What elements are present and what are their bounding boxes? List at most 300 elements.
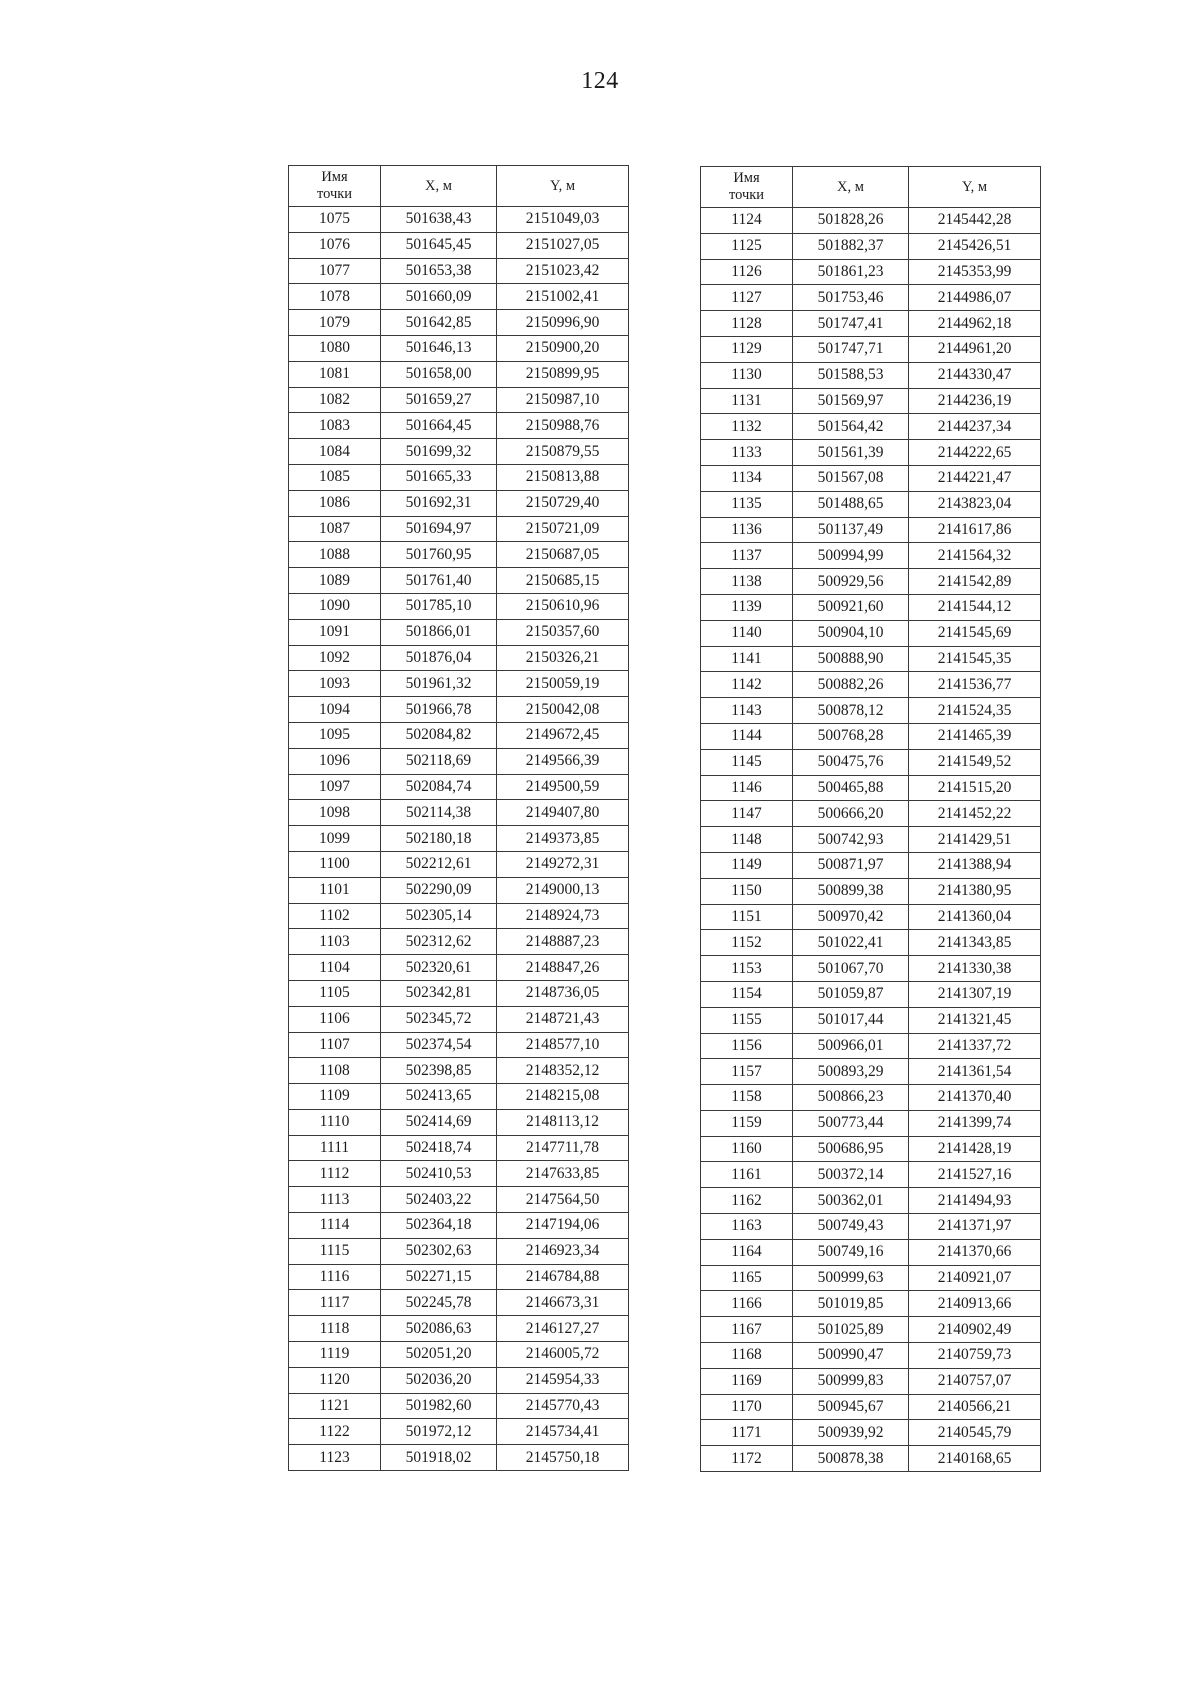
- table-row: [701, 594, 1041, 620]
- table-row: [701, 620, 1041, 646]
- table-row: [289, 1084, 629, 1110]
- x-coordinate-cell: 501961,32: [381, 671, 497, 697]
- x-coordinate-cell: 500999,63: [793, 1265, 909, 1291]
- table-row: [701, 852, 1041, 878]
- x-coordinate-cell: 500994,99: [793, 543, 909, 569]
- point-name-cell: 1137: [701, 543, 793, 569]
- y-coordinate-cell: 2141452,22: [909, 801, 1041, 827]
- x-coordinate-cell: 502086,63: [381, 1316, 497, 1342]
- y-coordinate-cell: 2140913,66: [909, 1291, 1041, 1317]
- table-row: [701, 259, 1041, 285]
- point-name-cell: 1151: [701, 904, 793, 930]
- x-coordinate-cell: 501694,97: [381, 516, 497, 542]
- point-name-cell: 1075: [289, 207, 381, 233]
- point-name-cell: 1083: [289, 413, 381, 439]
- y-coordinate-cell: 2141549,52: [909, 749, 1041, 775]
- point-name-cell: 1163: [701, 1214, 793, 1240]
- table-body: [701, 208, 1041, 1472]
- x-coordinate-cell: 501882,37: [793, 233, 909, 259]
- y-coordinate-cell: 2140902,49: [909, 1317, 1041, 1343]
- y-coordinate-cell: 2148352,12: [497, 1058, 629, 1084]
- x-coordinate-cell: 501753,46: [793, 285, 909, 311]
- table-row: [289, 722, 629, 748]
- point-name-cell: 1098: [289, 800, 381, 826]
- table-row: [701, 1291, 1041, 1317]
- x-coordinate-cell: 500945,67: [793, 1394, 909, 1420]
- table-row: [701, 749, 1041, 775]
- table-row: [289, 671, 629, 697]
- table-row: [701, 491, 1041, 517]
- y-coordinate-cell: 2147194,06: [497, 1213, 629, 1239]
- x-coordinate-cell: 502180,18: [381, 826, 497, 852]
- x-coordinate-cell: 500882,26: [793, 672, 909, 698]
- point-name-cell: 1139: [701, 594, 793, 620]
- y-coordinate-cell: 2150996,90: [497, 310, 629, 336]
- y-coordinate-cell: 2146673,31: [497, 1290, 629, 1316]
- table-row: [289, 207, 629, 233]
- x-coordinate-cell: 500773,44: [793, 1110, 909, 1136]
- y-coordinate-cell: 2150900,20: [497, 335, 629, 361]
- table-row: [289, 568, 629, 594]
- x-coordinate-cell: 500475,76: [793, 749, 909, 775]
- table-row: [701, 775, 1041, 801]
- point-name-cell: 1150: [701, 878, 793, 904]
- y-coordinate-cell: 2150326,21: [497, 645, 629, 671]
- table-row: [701, 1446, 1041, 1472]
- x-coordinate-cell: 500904,10: [793, 620, 909, 646]
- point-name-cell: 1087: [289, 516, 381, 542]
- point-name-cell: 1076: [289, 232, 381, 258]
- point-name-cell: 1147: [701, 801, 793, 827]
- y-coordinate-cell: 2149000,13: [497, 877, 629, 903]
- x-coordinate-cell: 500465,88: [793, 775, 909, 801]
- point-name-cell: 1156: [701, 1033, 793, 1059]
- y-coordinate-cell: 2150357,60: [497, 619, 629, 645]
- table-row: [289, 387, 629, 413]
- x-coordinate-cell: 502305,14: [381, 903, 497, 929]
- y-coordinate-cell: 2150813,88: [497, 464, 629, 490]
- y-coordinate-cell: 2141361,54: [909, 1059, 1041, 1085]
- x-coordinate-cell: 500768,28: [793, 723, 909, 749]
- table-row: [701, 388, 1041, 414]
- y-coordinate-cell: 2141428,19: [909, 1136, 1041, 1162]
- x-coordinate-cell: 502410,53: [381, 1161, 497, 1187]
- table-row: [701, 1265, 1041, 1291]
- header-point-name: [289, 166, 381, 207]
- table-row: [289, 1445, 629, 1471]
- x-coordinate-cell: 500871,97: [793, 852, 909, 878]
- y-coordinate-cell: 2150879,55: [497, 439, 629, 465]
- x-coordinate-cell: 500749,16: [793, 1239, 909, 1265]
- x-coordinate-cell: 502084,74: [381, 774, 497, 800]
- y-coordinate-cell: 2146784,88: [497, 1264, 629, 1290]
- table-row: [289, 258, 629, 284]
- y-coordinate-cell: 2145770,43: [497, 1393, 629, 1419]
- x-coordinate-cell: 500686,95: [793, 1136, 909, 1162]
- x-coordinate-cell: 500372,14: [793, 1162, 909, 1188]
- x-coordinate-cell: 501017,44: [793, 1007, 909, 1033]
- header-x: X, м: [793, 167, 909, 208]
- x-coordinate-cell: 502114,38: [381, 800, 497, 826]
- x-coordinate-cell: 501645,45: [381, 232, 497, 258]
- x-coordinate-cell: 500939,92: [793, 1420, 909, 1446]
- x-coordinate-cell: 500970,42: [793, 904, 909, 930]
- point-name-cell: 1135: [701, 491, 793, 517]
- table-row: [701, 1188, 1041, 1214]
- table-row: [289, 929, 629, 955]
- x-coordinate-cell: 501692,31: [381, 490, 497, 516]
- table-row: [701, 646, 1041, 672]
- y-coordinate-cell: 2150685,15: [497, 568, 629, 594]
- y-coordinate-cell: 2149500,59: [497, 774, 629, 800]
- table-row: [289, 593, 629, 619]
- header-x: X, м: [381, 166, 497, 207]
- point-name-cell: 1112: [289, 1161, 381, 1187]
- table-row: [289, 1161, 629, 1187]
- table-row: [289, 619, 629, 645]
- table-row: [701, 698, 1041, 724]
- point-name-cell: 1080: [289, 335, 381, 361]
- table-row: [289, 1393, 629, 1419]
- x-coordinate-cell: 502414,69: [381, 1109, 497, 1135]
- y-coordinate-cell: 2144962,18: [909, 311, 1041, 337]
- y-coordinate-cell: 2150729,40: [497, 490, 629, 516]
- table-row: [701, 1394, 1041, 1420]
- point-name-cell: 1141: [701, 646, 793, 672]
- x-coordinate-cell: 501665,33: [381, 464, 497, 490]
- point-name-cell: 1104: [289, 955, 381, 981]
- x-coordinate-cell: 501642,85: [381, 310, 497, 336]
- x-coordinate-cell: 500742,93: [793, 827, 909, 853]
- x-coordinate-cell: 501982,60: [381, 1393, 497, 1419]
- x-coordinate-cell: 502345,72: [381, 1006, 497, 1032]
- point-name-cell: 1154: [701, 981, 793, 1007]
- point-name-cell: 1089: [289, 568, 381, 594]
- table-row: [289, 1342, 629, 1368]
- table-row: [701, 233, 1041, 259]
- point-name-cell: 1090: [289, 593, 381, 619]
- x-coordinate-cell: 501564,42: [793, 414, 909, 440]
- point-name-cell: 1102: [289, 903, 381, 929]
- x-coordinate-cell: 502398,85: [381, 1058, 497, 1084]
- y-coordinate-cell: 2140545,79: [909, 1420, 1041, 1446]
- point-name-cell: 1125: [701, 233, 793, 259]
- point-name-cell: 1091: [289, 619, 381, 645]
- table-row: [289, 464, 629, 490]
- table-header: [701, 167, 1041, 208]
- x-coordinate-cell: 501488,65: [793, 491, 909, 517]
- y-coordinate-cell: 2141380,95: [909, 878, 1041, 904]
- y-coordinate-cell: 2144237,34: [909, 414, 1041, 440]
- x-coordinate-cell: 500999,83: [793, 1368, 909, 1394]
- y-coordinate-cell: 2145750,18: [497, 1445, 629, 1471]
- point-name-cell: 1129: [701, 336, 793, 362]
- point-name-cell: 1078: [289, 284, 381, 310]
- table-row: [289, 1058, 629, 1084]
- point-name-cell: 1082: [289, 387, 381, 413]
- point-name-cell: 1143: [701, 698, 793, 724]
- table-row: [289, 645, 629, 671]
- y-coordinate-cell: 2144221,47: [909, 465, 1041, 491]
- x-coordinate-cell: 501699,32: [381, 439, 497, 465]
- point-name-cell: 1127: [701, 285, 793, 311]
- y-coordinate-cell: 2141494,93: [909, 1188, 1041, 1214]
- y-coordinate-cell: 2150059,19: [497, 671, 629, 697]
- point-name-cell: 1116: [289, 1264, 381, 1290]
- y-coordinate-cell: 2141371,97: [909, 1214, 1041, 1240]
- point-name-cell: 1145: [701, 749, 793, 775]
- x-coordinate-cell: 502342,81: [381, 980, 497, 1006]
- y-coordinate-cell: 2150988,76: [497, 413, 629, 439]
- table-row: [701, 1239, 1041, 1265]
- table-row: [701, 569, 1041, 595]
- x-coordinate-cell: 500866,23: [793, 1085, 909, 1111]
- y-coordinate-cell: 2149373,85: [497, 826, 629, 852]
- y-coordinate-cell: 2140921,07: [909, 1265, 1041, 1291]
- y-coordinate-cell: 2140168,65: [909, 1446, 1041, 1472]
- y-coordinate-cell: 2143823,04: [909, 491, 1041, 517]
- table-row: [701, 1162, 1041, 1188]
- table-row: [289, 1109, 629, 1135]
- table-row: [289, 1006, 629, 1032]
- y-coordinate-cell: 2150899,95: [497, 361, 629, 387]
- x-coordinate-cell: 501664,45: [381, 413, 497, 439]
- y-coordinate-cell: 2149272,31: [497, 851, 629, 877]
- x-coordinate-cell: 502374,54: [381, 1032, 497, 1058]
- x-coordinate-cell: 502036,20: [381, 1367, 497, 1393]
- point-name-cell: 1124: [701, 208, 793, 234]
- x-coordinate-cell: 502418,74: [381, 1135, 497, 1161]
- y-coordinate-cell: 2145426,51: [909, 233, 1041, 259]
- table-row: [289, 1264, 629, 1290]
- y-coordinate-cell: 2148887,23: [497, 929, 629, 955]
- x-coordinate-cell: 501747,71: [793, 336, 909, 362]
- y-coordinate-cell: 2148577,10: [497, 1032, 629, 1058]
- y-coordinate-cell: 2145734,41: [497, 1419, 629, 1445]
- y-coordinate-cell: 2144961,20: [909, 336, 1041, 362]
- y-coordinate-cell: 2140757,07: [909, 1368, 1041, 1394]
- point-name-cell: 1130: [701, 362, 793, 388]
- point-name-cell: 1107: [289, 1032, 381, 1058]
- table-row: [289, 542, 629, 568]
- table-row: [289, 361, 629, 387]
- table-row: [701, 311, 1041, 337]
- point-name-cell: 1122: [289, 1419, 381, 1445]
- table-row: [289, 1316, 629, 1342]
- table-row: [289, 284, 629, 310]
- x-coordinate-cell: 502118,69: [381, 748, 497, 774]
- header-y: Y, м: [497, 166, 629, 207]
- table-row: [701, 878, 1041, 904]
- point-name-cell: 1168: [701, 1343, 793, 1369]
- point-name-cell: 1096: [289, 748, 381, 774]
- x-coordinate-cell: 501966,78: [381, 697, 497, 723]
- point-name-cell: 1086: [289, 490, 381, 516]
- coordinates-table-left: [288, 165, 629, 1471]
- table-row: [289, 232, 629, 258]
- y-coordinate-cell: 2149672,45: [497, 722, 629, 748]
- point-name-cell: 1152: [701, 930, 793, 956]
- point-name-cell: 1167: [701, 1317, 793, 1343]
- point-name-cell: 1126: [701, 259, 793, 285]
- y-coordinate-cell: 2141399,74: [909, 1110, 1041, 1136]
- x-coordinate-cell: 500929,56: [793, 569, 909, 595]
- x-coordinate-cell: 502245,78: [381, 1290, 497, 1316]
- table-row: [701, 827, 1041, 853]
- x-coordinate-cell: 502320,61: [381, 955, 497, 981]
- y-coordinate-cell: 2144330,47: [909, 362, 1041, 388]
- point-name-cell: 1110: [289, 1109, 381, 1135]
- table-row: [701, 440, 1041, 466]
- point-name-cell: 1133: [701, 440, 793, 466]
- y-coordinate-cell: 2146005,72: [497, 1342, 629, 1368]
- point-name-cell: 1115: [289, 1238, 381, 1264]
- table-row: [701, 956, 1041, 982]
- table-row: [289, 955, 629, 981]
- point-name-cell: 1161: [701, 1162, 793, 1188]
- y-coordinate-cell: 2141515,20: [909, 775, 1041, 801]
- header-point-name: [701, 167, 793, 208]
- y-coordinate-cell: 2149407,80: [497, 800, 629, 826]
- y-coordinate-cell: 2151002,41: [497, 284, 629, 310]
- table-row: [289, 800, 629, 826]
- table-row: [701, 465, 1041, 491]
- point-name-cell: 1113: [289, 1187, 381, 1213]
- point-name-cell: 1144: [701, 723, 793, 749]
- x-coordinate-cell: 501137,49: [793, 517, 909, 543]
- header-name-line2: точки: [728, 187, 765, 203]
- table-row: [701, 1007, 1041, 1033]
- table-row: [289, 1419, 629, 1445]
- x-coordinate-cell: 500362,01: [793, 1188, 909, 1214]
- point-name-cell: 1148: [701, 827, 793, 853]
- y-coordinate-cell: 2146923,34: [497, 1238, 629, 1264]
- header-y: Y, м: [909, 167, 1041, 208]
- y-coordinate-cell: 2151049,03: [497, 207, 629, 233]
- x-coordinate-cell: 501760,95: [381, 542, 497, 568]
- y-coordinate-cell: 2144236,19: [909, 388, 1041, 414]
- point-name-cell: 1106: [289, 1006, 381, 1032]
- x-coordinate-cell: 500878,38: [793, 1446, 909, 1472]
- point-name-cell: 1079: [289, 310, 381, 336]
- x-coordinate-cell: 501067,70: [793, 956, 909, 982]
- y-coordinate-cell: 2141330,38: [909, 956, 1041, 982]
- y-coordinate-cell: 2150610,96: [497, 593, 629, 619]
- x-coordinate-cell: 501646,13: [381, 335, 497, 361]
- point-name-cell: 1138: [701, 569, 793, 595]
- point-name-cell: 1120: [289, 1367, 381, 1393]
- point-name-cell: 1101: [289, 877, 381, 903]
- table-row: [701, 543, 1041, 569]
- point-name-cell: 1103: [289, 929, 381, 955]
- y-coordinate-cell: 2141542,89: [909, 569, 1041, 595]
- y-coordinate-cell: 2141545,35: [909, 646, 1041, 672]
- table-row: [289, 490, 629, 516]
- x-coordinate-cell: 502302,63: [381, 1238, 497, 1264]
- x-coordinate-cell: 500878,12: [793, 698, 909, 724]
- table-row: [289, 774, 629, 800]
- point-name-cell: 1093: [289, 671, 381, 697]
- y-coordinate-cell: 2141307,19: [909, 981, 1041, 1007]
- point-name-cell: 1084: [289, 439, 381, 465]
- y-coordinate-cell: 2141321,45: [909, 1007, 1041, 1033]
- point-name-cell: 1095: [289, 722, 381, 748]
- x-coordinate-cell: 502312,62: [381, 929, 497, 955]
- x-coordinate-cell: 500921,60: [793, 594, 909, 620]
- point-name-cell: 1077: [289, 258, 381, 284]
- table-row: [701, 930, 1041, 956]
- y-coordinate-cell: 2145353,99: [909, 259, 1041, 285]
- point-name-cell: 1131: [701, 388, 793, 414]
- point-name-cell: 1128: [701, 311, 793, 337]
- x-coordinate-cell: 502364,18: [381, 1213, 497, 1239]
- table-row: [701, 723, 1041, 749]
- x-coordinate-cell: 501866,01: [381, 619, 497, 645]
- coordinates-table-right: [700, 166, 1041, 1472]
- y-coordinate-cell: 2151023,42: [497, 258, 629, 284]
- table-row: [701, 904, 1041, 930]
- x-coordinate-cell: 502271,15: [381, 1264, 497, 1290]
- point-name-cell: 1162: [701, 1188, 793, 1214]
- point-name-cell: 1142: [701, 672, 793, 698]
- y-coordinate-cell: 2148721,43: [497, 1006, 629, 1032]
- x-coordinate-cell: 502413,65: [381, 1084, 497, 1110]
- x-coordinate-cell: 501025,89: [793, 1317, 909, 1343]
- point-name-cell: 1158: [701, 1085, 793, 1111]
- x-coordinate-cell: 502212,61: [381, 851, 497, 877]
- y-coordinate-cell: 2141343,85: [909, 930, 1041, 956]
- x-coordinate-cell: 501588,53: [793, 362, 909, 388]
- header-name-line2: точки: [316, 186, 353, 202]
- point-name-cell: 1123: [289, 1445, 381, 1471]
- table-row: [701, 1085, 1041, 1111]
- point-name-cell: 1164: [701, 1239, 793, 1265]
- x-coordinate-cell: 501658,00: [381, 361, 497, 387]
- y-coordinate-cell: 2140566,21: [909, 1394, 1041, 1420]
- y-coordinate-cell: 2141429,51: [909, 827, 1041, 853]
- table-row: [701, 1317, 1041, 1343]
- table-row: [701, 1033, 1041, 1059]
- y-coordinate-cell: 2141527,16: [909, 1162, 1041, 1188]
- point-name-cell: 1094: [289, 697, 381, 723]
- point-name-cell: 1092: [289, 645, 381, 671]
- point-name-cell: 1165: [701, 1265, 793, 1291]
- point-name-cell: 1153: [701, 956, 793, 982]
- point-name-cell: 1157: [701, 1059, 793, 1085]
- y-coordinate-cell: 2141388,94: [909, 852, 1041, 878]
- y-coordinate-cell: 2148847,26: [497, 955, 629, 981]
- table-row: [289, 697, 629, 723]
- table-row: [289, 877, 629, 903]
- x-coordinate-cell: 500893,29: [793, 1059, 909, 1085]
- x-coordinate-cell: 501660,09: [381, 284, 497, 310]
- table-row: [289, 310, 629, 336]
- point-name-cell: 1159: [701, 1110, 793, 1136]
- x-coordinate-cell: 501918,02: [381, 1445, 497, 1471]
- x-coordinate-cell: 501567,08: [793, 465, 909, 491]
- x-coordinate-cell: 501561,39: [793, 440, 909, 466]
- table-row: [701, 517, 1041, 543]
- x-coordinate-cell: 500666,20: [793, 801, 909, 827]
- x-coordinate-cell: 501019,85: [793, 1291, 909, 1317]
- point-name-cell: 1140: [701, 620, 793, 646]
- point-name-cell: 1100: [289, 851, 381, 877]
- y-coordinate-cell: 2141524,35: [909, 698, 1041, 724]
- x-coordinate-cell: 501761,40: [381, 568, 497, 594]
- point-name-cell: 1121: [289, 1393, 381, 1419]
- y-coordinate-cell: 2146127,27: [497, 1316, 629, 1342]
- x-coordinate-cell: 501022,41: [793, 930, 909, 956]
